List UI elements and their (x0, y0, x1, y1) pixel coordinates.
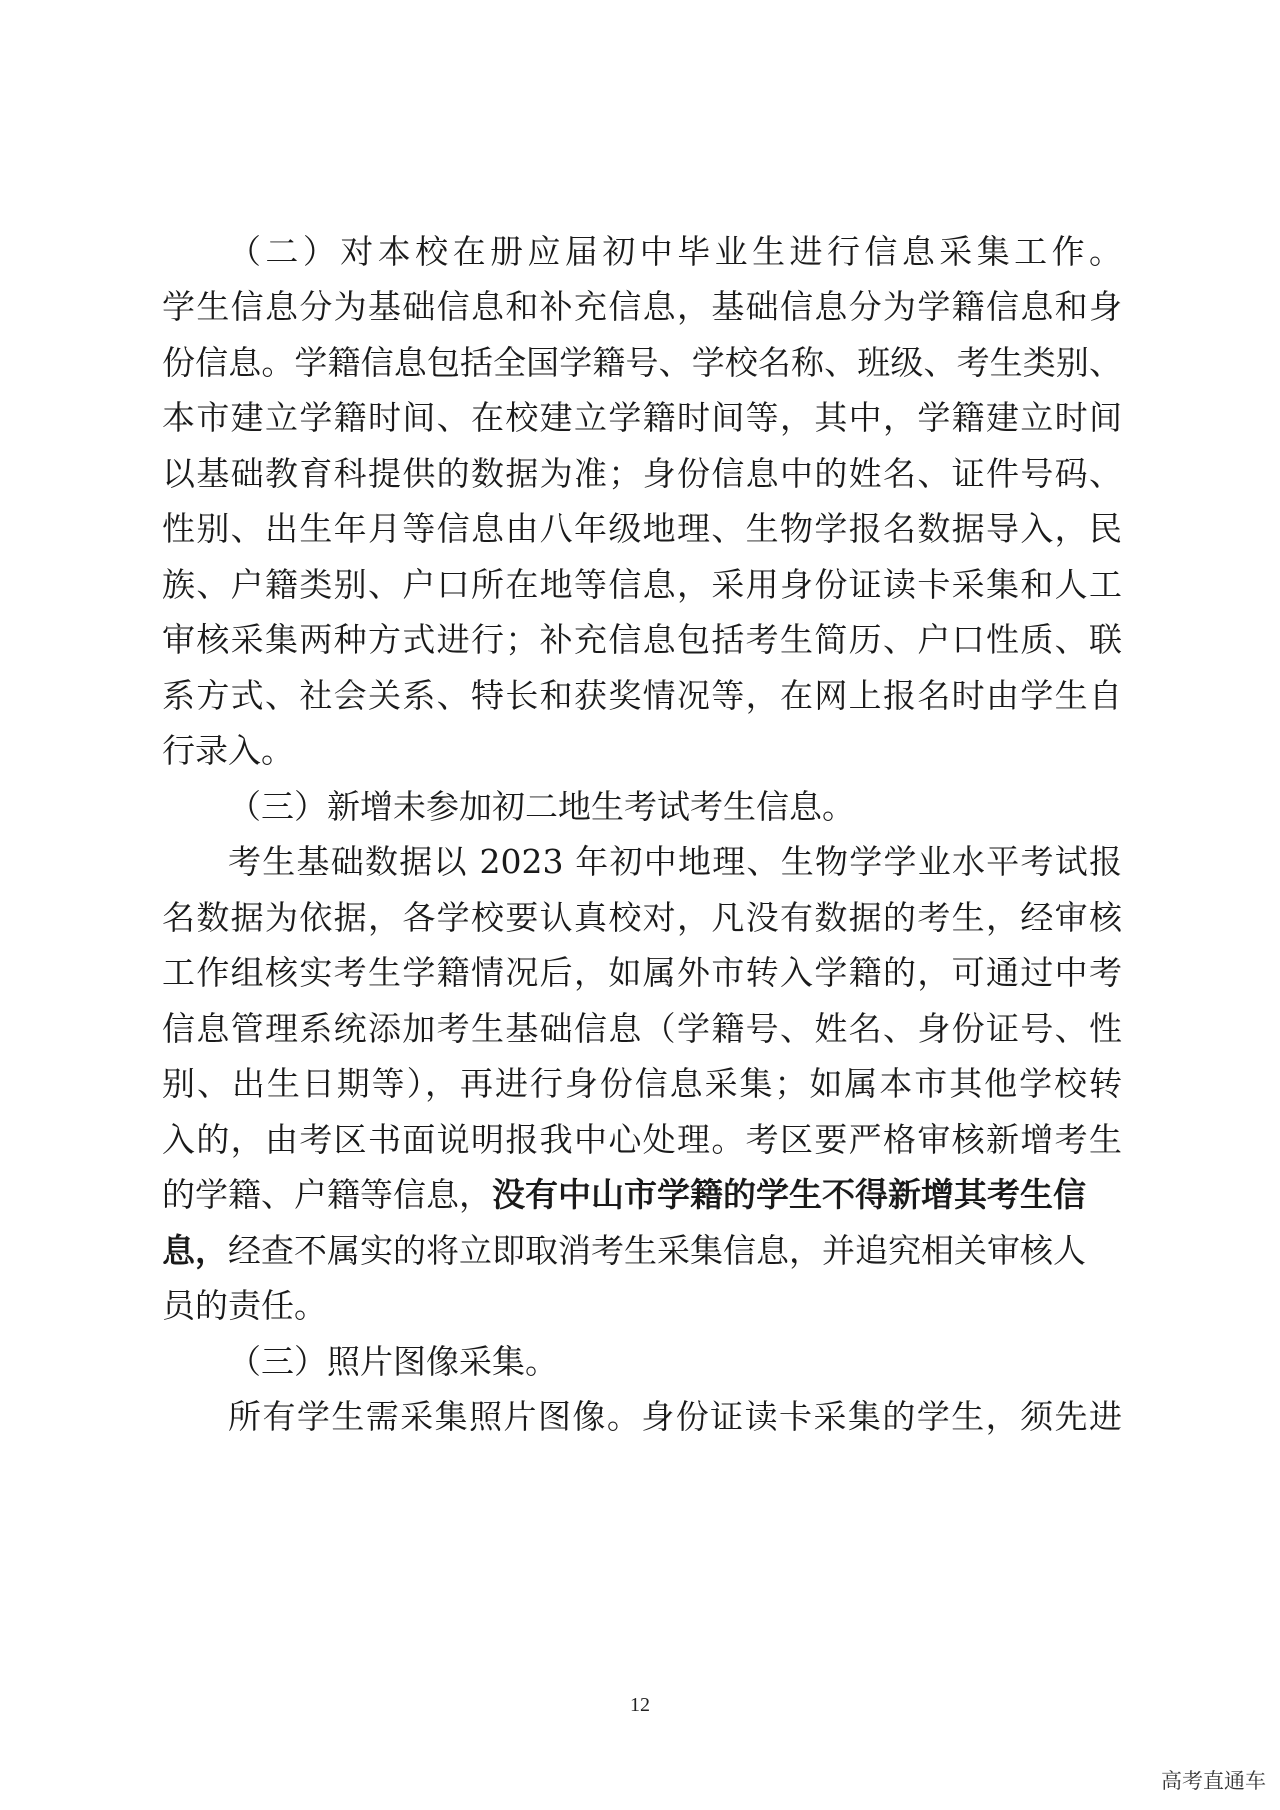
paragraph-line: 考生基础数据以 2023 年初中地理、生物学学业水平考试报 (228, 842, 1122, 881)
paragraph-line: 系方式、社会关系、特长和获奖情况等，在网上报名时由学生自 (162, 676, 1122, 715)
paragraph-line: 性别、出生年月等信息由八年级地理、生物学报名数据导入，民 (162, 509, 1122, 548)
paragraph-line: 名数据为依据，各学校要认真校对，凡没有数据的考生，经审核 (162, 898, 1122, 937)
paragraph-line: 审核采集两种方式进行；补充信息包括考生简历、户口性质、联 (162, 620, 1122, 659)
paragraph-text: 经查不属实的将立即取消考生采集信息，并追究相关审核人 (228, 1231, 1086, 1270)
paragraph-line: 别、出生日期等），再进行身份信息采集；如属本市其他学校转 (162, 1064, 1122, 1103)
paragraph-line: 份信息。学籍信息包括全国学籍号、学校名称、班级、考生类别、 (162, 343, 1122, 382)
heading-section-3-photo: （三）照片图像采集。 (228, 1342, 558, 1381)
paragraph-text: 的学籍、户籍等信息， (162, 1175, 492, 1214)
watermark-text: 高考直通车 (1161, 1769, 1266, 1793)
paragraph-line: 行录入。 (162, 731, 294, 770)
paragraph-line: 族、户籍类别、户口所在地等信息，采用身份证读卡采集和人工 (162, 565, 1122, 604)
bold-emphasis-text: 没有中山市学籍的学生不得新增其考生信 (492, 1175, 1086, 1214)
heading-section-3: （三）新增未参加初二地生考试考生信息。 (228, 787, 855, 826)
page-number: 12 (630, 1694, 650, 1716)
heading-section-2: （二）对本校在册应届初中毕业生进行信息采集工作。 (228, 232, 1122, 271)
paragraph-line: 所有学生需采集照片图像。身份证读卡采集的学生，须先进 (228, 1397, 1122, 1436)
paragraph-line: 信息管理系统添加考生基础信息（学籍号、姓名、身份证号、性 (162, 1009, 1122, 1048)
paragraph-line: 入的，由考区书面说明报我中心处理。考区要严格审核新增考生 (162, 1120, 1122, 1159)
paragraph-line: 员的责任。 (162, 1286, 327, 1325)
paragraph-line-mixed (162, 1175, 1122, 1215)
paragraph-line: 工作组核实考生学籍情况后，如属外市转入学籍的，可通过中考 (162, 953, 1122, 992)
bold-emphasis-text: 息， (162, 1231, 228, 1270)
paragraph-line: 学生信息分为基础信息和补充信息，基础信息分为学籍信息和身 (162, 287, 1122, 326)
paragraph-line: 本市建立学籍时间、在校建立学籍时间等，其中，学籍建立时间 (162, 398, 1122, 437)
paragraph-line: 以基础教育科提供的数据为准；身份信息中的姓名、证件号码、 (162, 454, 1122, 493)
paragraph-line-mixed (162, 1231, 1122, 1271)
